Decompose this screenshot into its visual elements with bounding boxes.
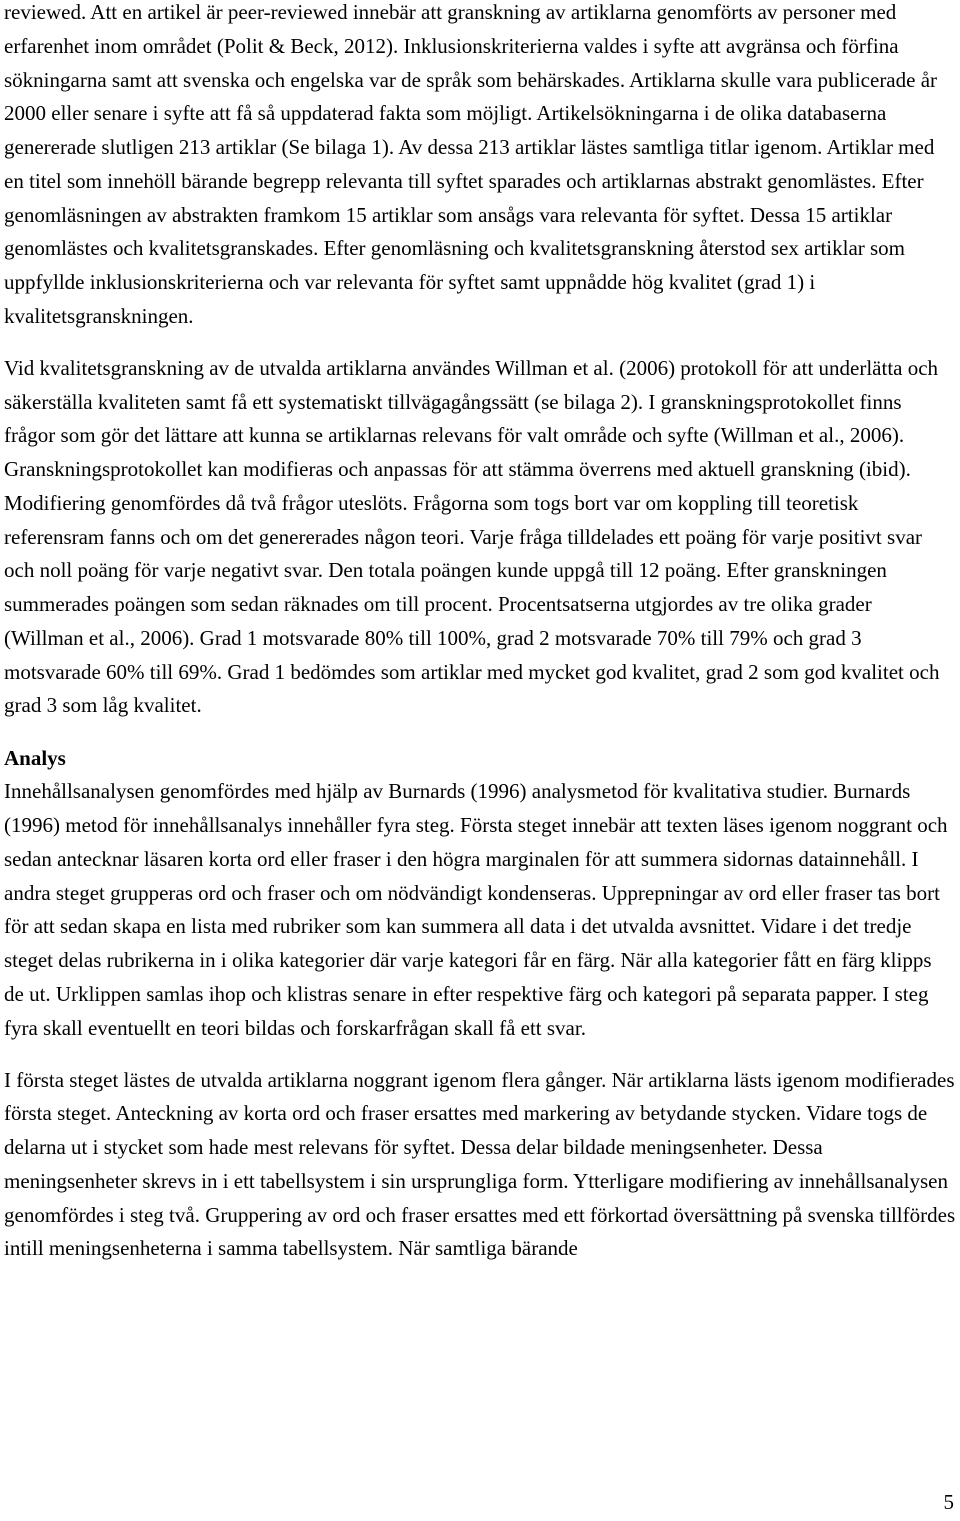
section-heading: Analys — [4, 745, 66, 770]
document-page — [4, 0, 956, 1285]
body-paragraph: Vid kvalitetsgranskning av de utvalda artiklarna användes Willman et al. (2006) protokoll för att underlätta och säkerställa kvaliteten samt få ett systematiskt tillvägagångssätt (se bilaga 2). I granskningsprotokollet finns frågor som gör det lättare att kunna se artiklarnas relevans för valt område och syfte (Willman et al., 2006). Granskningsprotokollet kan modifieras och anpassas för att stämma överrens med aktuell granskning (ibid). Modifiering genomfördes då två frågor uteslöts. Frågorna som togs bort var om koppling till teoretisk referensram fanns och om det genererades någon teori. Varje fråga tilldelades ett poäng för varje positivt svar och noll poäng för varje negativt svar. Den totala poängen kunde uppgå till 12 poäng. Efter granskningen summerades poängen som sedan räknades om till procent. Procentsatserna utgjordes av tre olika grader (Willman et al., 2006). Grad 1 motsvarade 80% till 100%, grad 2 motsvarade 70% till 79% och grad 3 motsvarade 60% till 69%. Grad 1 bedömdes som artiklar med mycket god kvalitet, grad 2 som god kvalitet och grad 3 som låg kvalitet. — [4, 355, 940, 718]
body-paragraph: I första steget lästes de utvalda artiklarna noggrant igenom flera gånger. När artiklarna lästs igenom modifierades första steget. Anteckning av korta ord och fraser ersattes med markering av betydande stycken. Vidare togs de delarna ut i stycket som hade mest relevans för syftet. Dessa delar bildade meningsenheter. Dessa meningsenheter skrevs in i ett tabellsystem i sin ursprungliga form. Ytterligare modifiering av innehållsanalysen genomfördes i steg två. Gruppering av ord och fraser ersattes med ett förkortad översättning på svenska tillfördes intill meningsenheterna i samma tabellsystem. När samtliga bärande — [4, 1067, 956, 1261]
page-number: 5 — [943, 1490, 954, 1514]
body-paragraph: Innehållsanalysen genomfördes med hjälp av Burnards (1996) analysmetod för kvalitativa studier. Burnards (1996) metod för innehållsanalys innehåller fyra steg. Första steget innebär att texten läses igenom noggrant och sedan antecknar läsaren korta ord eller fraser i den högra marginalen för att summera sidornas datainnehåll. I andra steget grupperas ord och fraser och om nödvändigt kondenseras. Upprepningar av ord eller fraser tas bort för att sedan skapa en lista med rubriker som kan summera all data i det utvalda avsnittet. Vidare i det tredje steget delas rubrikerna in i olika kategorier där varje kategori får en färg. När alla kategorier fått en färg klipps de ut. Urklippen samlas ihop och klistras senare in efter respektive färg och kategori på separata papper. I steg fyra skall eventuellt en teori bildas och forskarfrågan skall få ett svar. — [4, 779, 948, 1040]
body-paragraph: reviewed. Att en artikel är peer-reviewed innebär att granskning av artiklarna genomförts av personer med erfarenhet inom området (Polit & Beck, 2012). Inklusionskriterierna valdes i syfte att avgränsa och förfina sökningarna samt att svenska och engelska var de språk som behärskades. Artiklarna skulle vara publicerade år 2000 eller senare i syfte att få så uppdaterad fakta som möjligt. Artikelsökningarna i de olika databaserna genererade slutligen 213 artiklar (Se bilaga 1). Av dessa 213 artiklar lästes samtliga titlar igenom. Artiklar med en titel som innehöll bärande begrepp relevanta till syftet sparades och artiklarnas abstrakt genomlästes. Efter genomläsningen av abstrakten framkom 15 artiklar som ansågs vara relevanta för syftet. Dessa 15 artiklar genomlästes och kvalitetsgranskades. Efter genomläsning och kvalitetsgranskning återstod sex artiklar som uppfyllde inklusionskriterierna och var relevanta för syftet samt uppnådde hög kvalitet (grad 1) i kvalitetsgranskningen. — [4, 0, 938, 328]
